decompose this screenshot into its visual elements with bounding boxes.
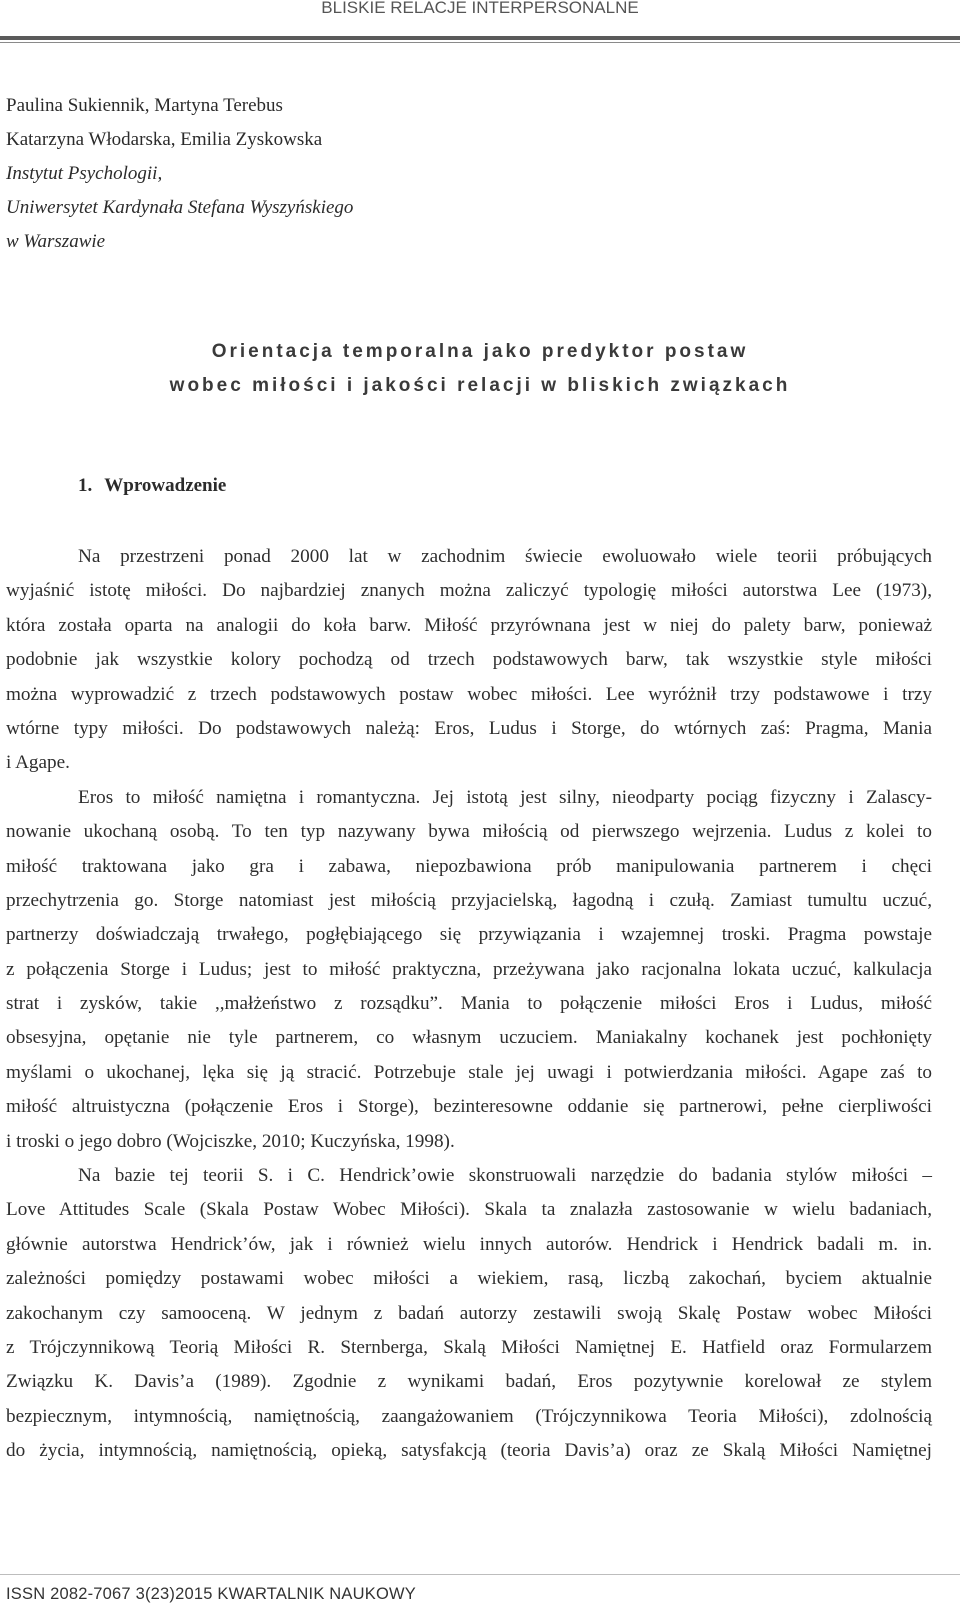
affiliation-university: Uniwersytet Kardynała Stefana Wyszyńskiego <box>6 197 354 218</box>
body-line: Na przestrzeni ponad 2000 lat w zachodnim świecie ewoluowało wiele teorii próbujących <box>78 546 932 567</box>
body-line: głównie autorstwa Hendrick’ów, jak i również wielu innych autorów. Hendrick i Hendrick badali m. in. <box>6 1233 932 1255</box>
body-line: partnerzy doświadczają trwałego, pogłębiającego się przywiązania i wzajemnej troski. Pragma powstaje <box>6 924 932 946</box>
body-line: która została oparta na analogii do koła barw. Miłość przyrównana jest w niej do palety barw, ponieważ <box>6 614 932 636</box>
body-line: zakochanym czy samooceną. W jednym z badań autorzy zestawili swoją Skalę Postaw wobec Miłości <box>6 1302 932 1324</box>
body-text <box>6 540 932 1469</box>
header-rule-thin <box>0 42 960 43</box>
affiliation-city: w Warszawie <box>6 231 106 252</box>
body-line: podobnie jak wszystkie kolory pochodzą od trzech podstawowych barw, tak wszystkie style miłości <box>6 649 932 671</box>
author-affiliation-block <box>6 89 353 259</box>
body-line: nowanie ukochaną osobą. To ten typ nazywany bywa miłością od pierwszego wejrzenia. Ludus z kolei to <box>6 821 932 843</box>
body-line: Love Attitudes Scale (Skala Postaw Wobec Miłości). Skala ta znalazła zastosowanie w wielu badaniach, <box>6 1199 932 1221</box>
body-line: przechytrzenia go. Storge natomiast jest miłością przyjacielską, łagodną i czułą. Zamiast tumultu uczuć, <box>6 889 932 911</box>
journal-footer: ISSN 2082-7067 3(23)2015 KWARTALNIK NAUKOWY <box>6 1585 416 1603</box>
body-line: strat i zysków, takie ,,małżeństwo z rozsądku”. Mania to połączenie miłości Eros i Ludus, miłość <box>6 993 932 1015</box>
body-line: miłość traktowana jako gra i zabawa, niepozbawiona prób manipulowania partnerem i chęci <box>6 855 932 877</box>
body-line: Związku K. Davis’a (1989). Zgodnie z wynikami badań, Eros pozytywnie korelował ze stylem <box>6 1371 932 1393</box>
body-line: wtórne typy miłości. Do podstawowych należą: Eros, Ludus i Storge, do wtórnych zaś: Pragma, Mania <box>6 717 932 739</box>
body-line: z połączenia Storge i Ludus; jest to miłość praktyczna, przeżywana jako racjonalna lokata uczuć, kalkulacja <box>6 958 932 980</box>
paper-title <box>0 335 960 403</box>
section-title: Wprowadzenie <box>104 475 227 496</box>
running-header: BLISKIE RELACJE INTERPERSONALNE <box>321 0 639 16</box>
author-names-2: Katarzyna Włodarska, Emilia Zyskowska <box>6 129 323 150</box>
section-heading <box>78 475 226 497</box>
body-line: i Agape. <box>6 752 70 774</box>
body-line: wyjaśnić istotę miłości. Do najbardziej znanych można zaliczyć typologię miłości autorstwa Lee (1973), <box>6 580 932 602</box>
body-line: bezpiecznym, intymnością, namiętnością, zaangażowaniem (Trójczynnikowa Teoria Miłości), zdolnością <box>6 1405 932 1427</box>
footer-rule <box>0 1574 960 1575</box>
affiliation-institute: Instytut Psychologii, <box>6 163 163 184</box>
author-names-1: Paulina Sukiennik, Martyna Terebus <box>6 95 283 116</box>
body-line: myślami o ukochanej, lęka się ją stracić. Potrzebuje stale jej uwagi i potwierdzania miłości. Agape zaś to <box>6 1061 932 1083</box>
body-line: miłość altruistyczna (połączenie Eros i Storge), bezinteresowne oddanie się partnerowi, pełne cierpliwości <box>6 1096 932 1118</box>
body-line: do życia, intymnością, namiętnością, opieką, satysfakcją (teoria Davis’a) oraz ze Skalą Miłości Namiętnej <box>6 1440 932 1462</box>
paper-title-line-1: Orientacja temporalna jako predyktor postaw <box>211 341 749 362</box>
body-line: zależności pomiędzy postawami wobec miłości a wiekiem, rasą, liczbą zakochań, byciem aktualnie <box>6 1268 932 1290</box>
body-line: Na bazie tej teorii S. i C. Hendrick’owie skonstruowali narzędzie do badania stylów miłości – <box>78 1165 932 1187</box>
body-line: z Trójczynnikową Teorią Miłości R. Sternberga, Skalą Miłości Namiętnej E. Hatfield oraz Formularzem <box>6 1336 932 1358</box>
paper-title-line-2: wobec miłości i jakości relacji w bliskich związkach <box>169 375 791 396</box>
section-number: 1. <box>78 475 93 496</box>
body-line: obsesyjna, opętanie nie tyle partnerem, co własnym uczuciem. Maniakalny kochanek jest pochłonięty <box>6 1027 932 1049</box>
body-line: Eros to miłość namiętna i romantyczna. Jej istotą jest silny, nieodparty pociąg fizyczny i Zalascy- <box>78 786 932 808</box>
body-line: można wyprowadzić z trzech podstawowych postaw wobec miłości. Lee wyróżnił trzy podstawowe i trzy <box>6 683 932 705</box>
header-rule-thick <box>0 36 960 40</box>
body-line: i troski o jego dobro (Wojciszke, 2010; Kuczyńska, 1998). <box>6 1130 455 1152</box>
